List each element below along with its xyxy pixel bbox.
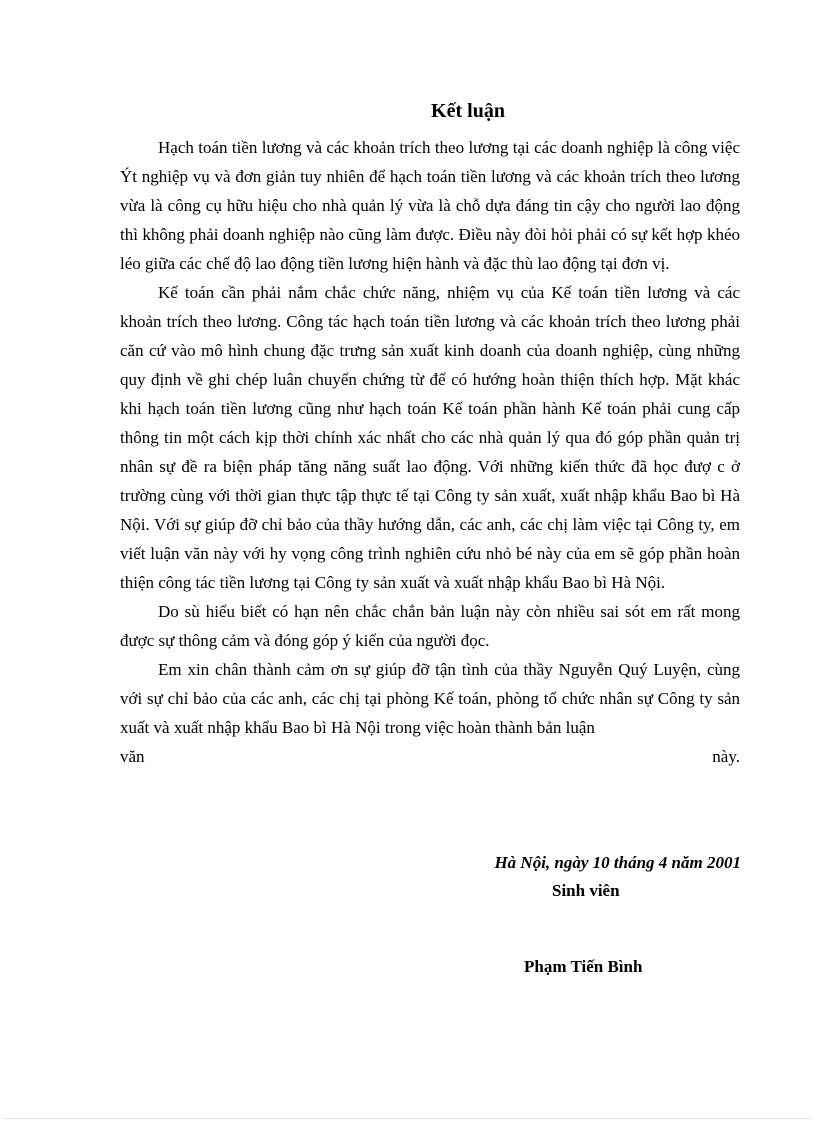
page-bottom-border: [4, 1118, 812, 1119]
paragraph-2: Kế toán cần phải nắm chắc chức năng, nhiệm vụ của Kế toán tiền lương và các khoản trích theo lương. Công tác hạch toán tiền lương và các khoản trích theo lương phải căn cứ vào mô hình chung đặc trưng sản xuất kinh doanh của doanh nghiệp, cùng những quy định về ghi chép luân chuyển chứng từ để có hướng hoàn thiện thích hợp. Mặt khác khi hạch toán tiền lương cũng như hạch toán Kế toán phần hành Kế toán phải cung cấp thông tin một cách kịp thời chính xác nhất cho các nhà quản lý qua đó góp phần quản trị nhân sự đề ra biện pháp tăng năng suất lao động. Với những kiến thức đã học đượ c ở trường cùng với thời gian thực tập thực tế tại Công ty sản xuất, xuất nhập khẩu Bao bì Hà Nội. Với sự giúp đỡ chỉ bảo của thầy hướng dẫn, các anh, các chị làm việc tại Công ty, em viết luận văn này với hy vọng công trình nghiên cứu nhỏ bé này của em sẽ góp phần hoàn thiện công tác tiền lương tại Công ty sản xuất và xuất nhập khẩu Bao bì Hà Nội.: [120, 283, 740, 592]
last-line-right-word: này.: [712, 747, 740, 766]
signer-role: Sinh viên: [552, 881, 620, 900]
document-body: [120, 133, 740, 771]
last-line-left-word: văn: [120, 747, 145, 766]
paragraph-3: Do sù hiểu biết có hạn nên chắc chắn bản luận này còn nhiều sai sót em rất mong được sự thông cảm và đóng góp ý kiến của người đọc.: [120, 602, 740, 650]
paragraph-1: Hạch toán tiền lương và các khoản trích theo lương tại các doanh nghiệp là công việc Ýt nghiệp vụ và đơn giản tuy nhiên để hạch toán tiền lương và các khoản trích theo lương vừa là công cụ hữu hiệu cho nhà quản lý vừa là chỗ dựa đáng tin cậy cho người lao động thì không phải doanh nghiệp nào cũng làm được. Điều này đòi hỏi phải có sự kết hợp khéo léo giữa các chế độ lao động tiền lương hiện hành và đặc thù lao động tại đơn vị.: [120, 138, 740, 273]
date-line: Hà Nội, ngày 10 tháng 4 năm 2001: [494, 853, 741, 872]
page-title: Kết luận: [431, 100, 505, 122]
paragraph-4-last-line: [120, 742, 740, 771]
signer-name: Phạm Tiến Bình: [524, 957, 643, 976]
paragraph-4: Em xin chân thành cảm ơn sự giúp đỡ tận tình của thầy Nguyễn Quý Luyện, cùng với sự chỉ bảo của các anh, các chị tại phòng Kế toán, phòng tổ chức nhân sự Công ty sản xuất và xuất nhập khẩu Bao bì Hà Nội trong việc hoàn thành bản luận: [120, 660, 740, 737]
